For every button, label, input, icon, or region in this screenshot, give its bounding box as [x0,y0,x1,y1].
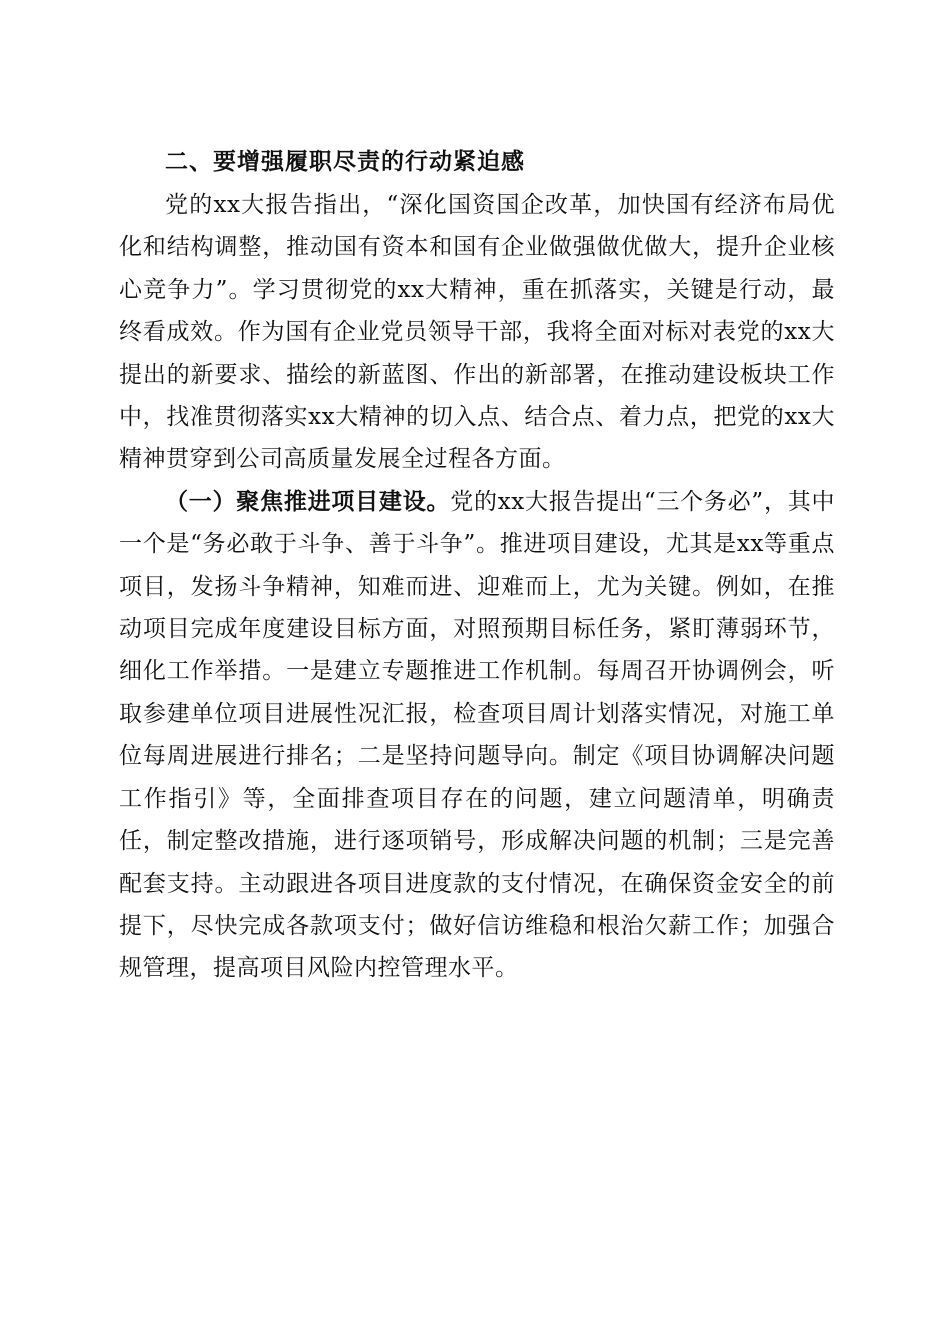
document-body [119,140,835,990]
paragraph-2 [119,481,835,990]
paragraph-2-body: 党的xx大报告提出“三个务必”，其中一个是“务必敢于斗争、善于斗争”。推进项目建设，尤其是xx等重点项目，发扬斗争精神，知难而进、迎难而上，尤为关键。例如，在推动项目完成年度建设目标方面，对照预期目标任务，紧盯薄弱环节，细化工作举措。一是建立专题推进工作机制。每周召开协调例会，听取参建单位项目进展性况汇报，检查项目周计划落实情况，对施工单位每周进展进行排名；二是坚持问题导向。制定《项目协调解决问题工作指引》等，全面排查项目存在的问题，建立问题清单，明确责任，制定整改措施，进行逐项销号，形成解决问题的机制；三是完善配套支持。主动跟进各项目进度款的支付情况，在确保资金安全的前提下，尽快完成各款项支付；做好信访维稳和根治欠薪工作；加强合规管理，提高项目风险内控管理水平。 [119,488,835,982]
paragraph-2-lead: （一）聚焦推进项目建设。 [165,487,451,515]
section-heading: 二、要增强履职尽责的行动紧迫感 [165,149,525,175]
paragraph-1: 党的xx大报告指出，“深化国资国企改革，加快国有经济布局优化和结构调整，推动国有资本和国有企业做强做优做大，提升企业核心竞争力”。学习贯彻党的xx大精神，重在抓落实，关键是行动，最终看成效。作为国有企业党员领导干部，我将全面对标对表党的xx大提出的新要求、描绘的新蓝图、作出的新部署，在推动建设板块工作中，找准贯彻落实xx大精神的切入点、结合点、着力点，把党的xx大精神贯穿到公司高质量发展全过程各方面。 [119,192,835,473]
